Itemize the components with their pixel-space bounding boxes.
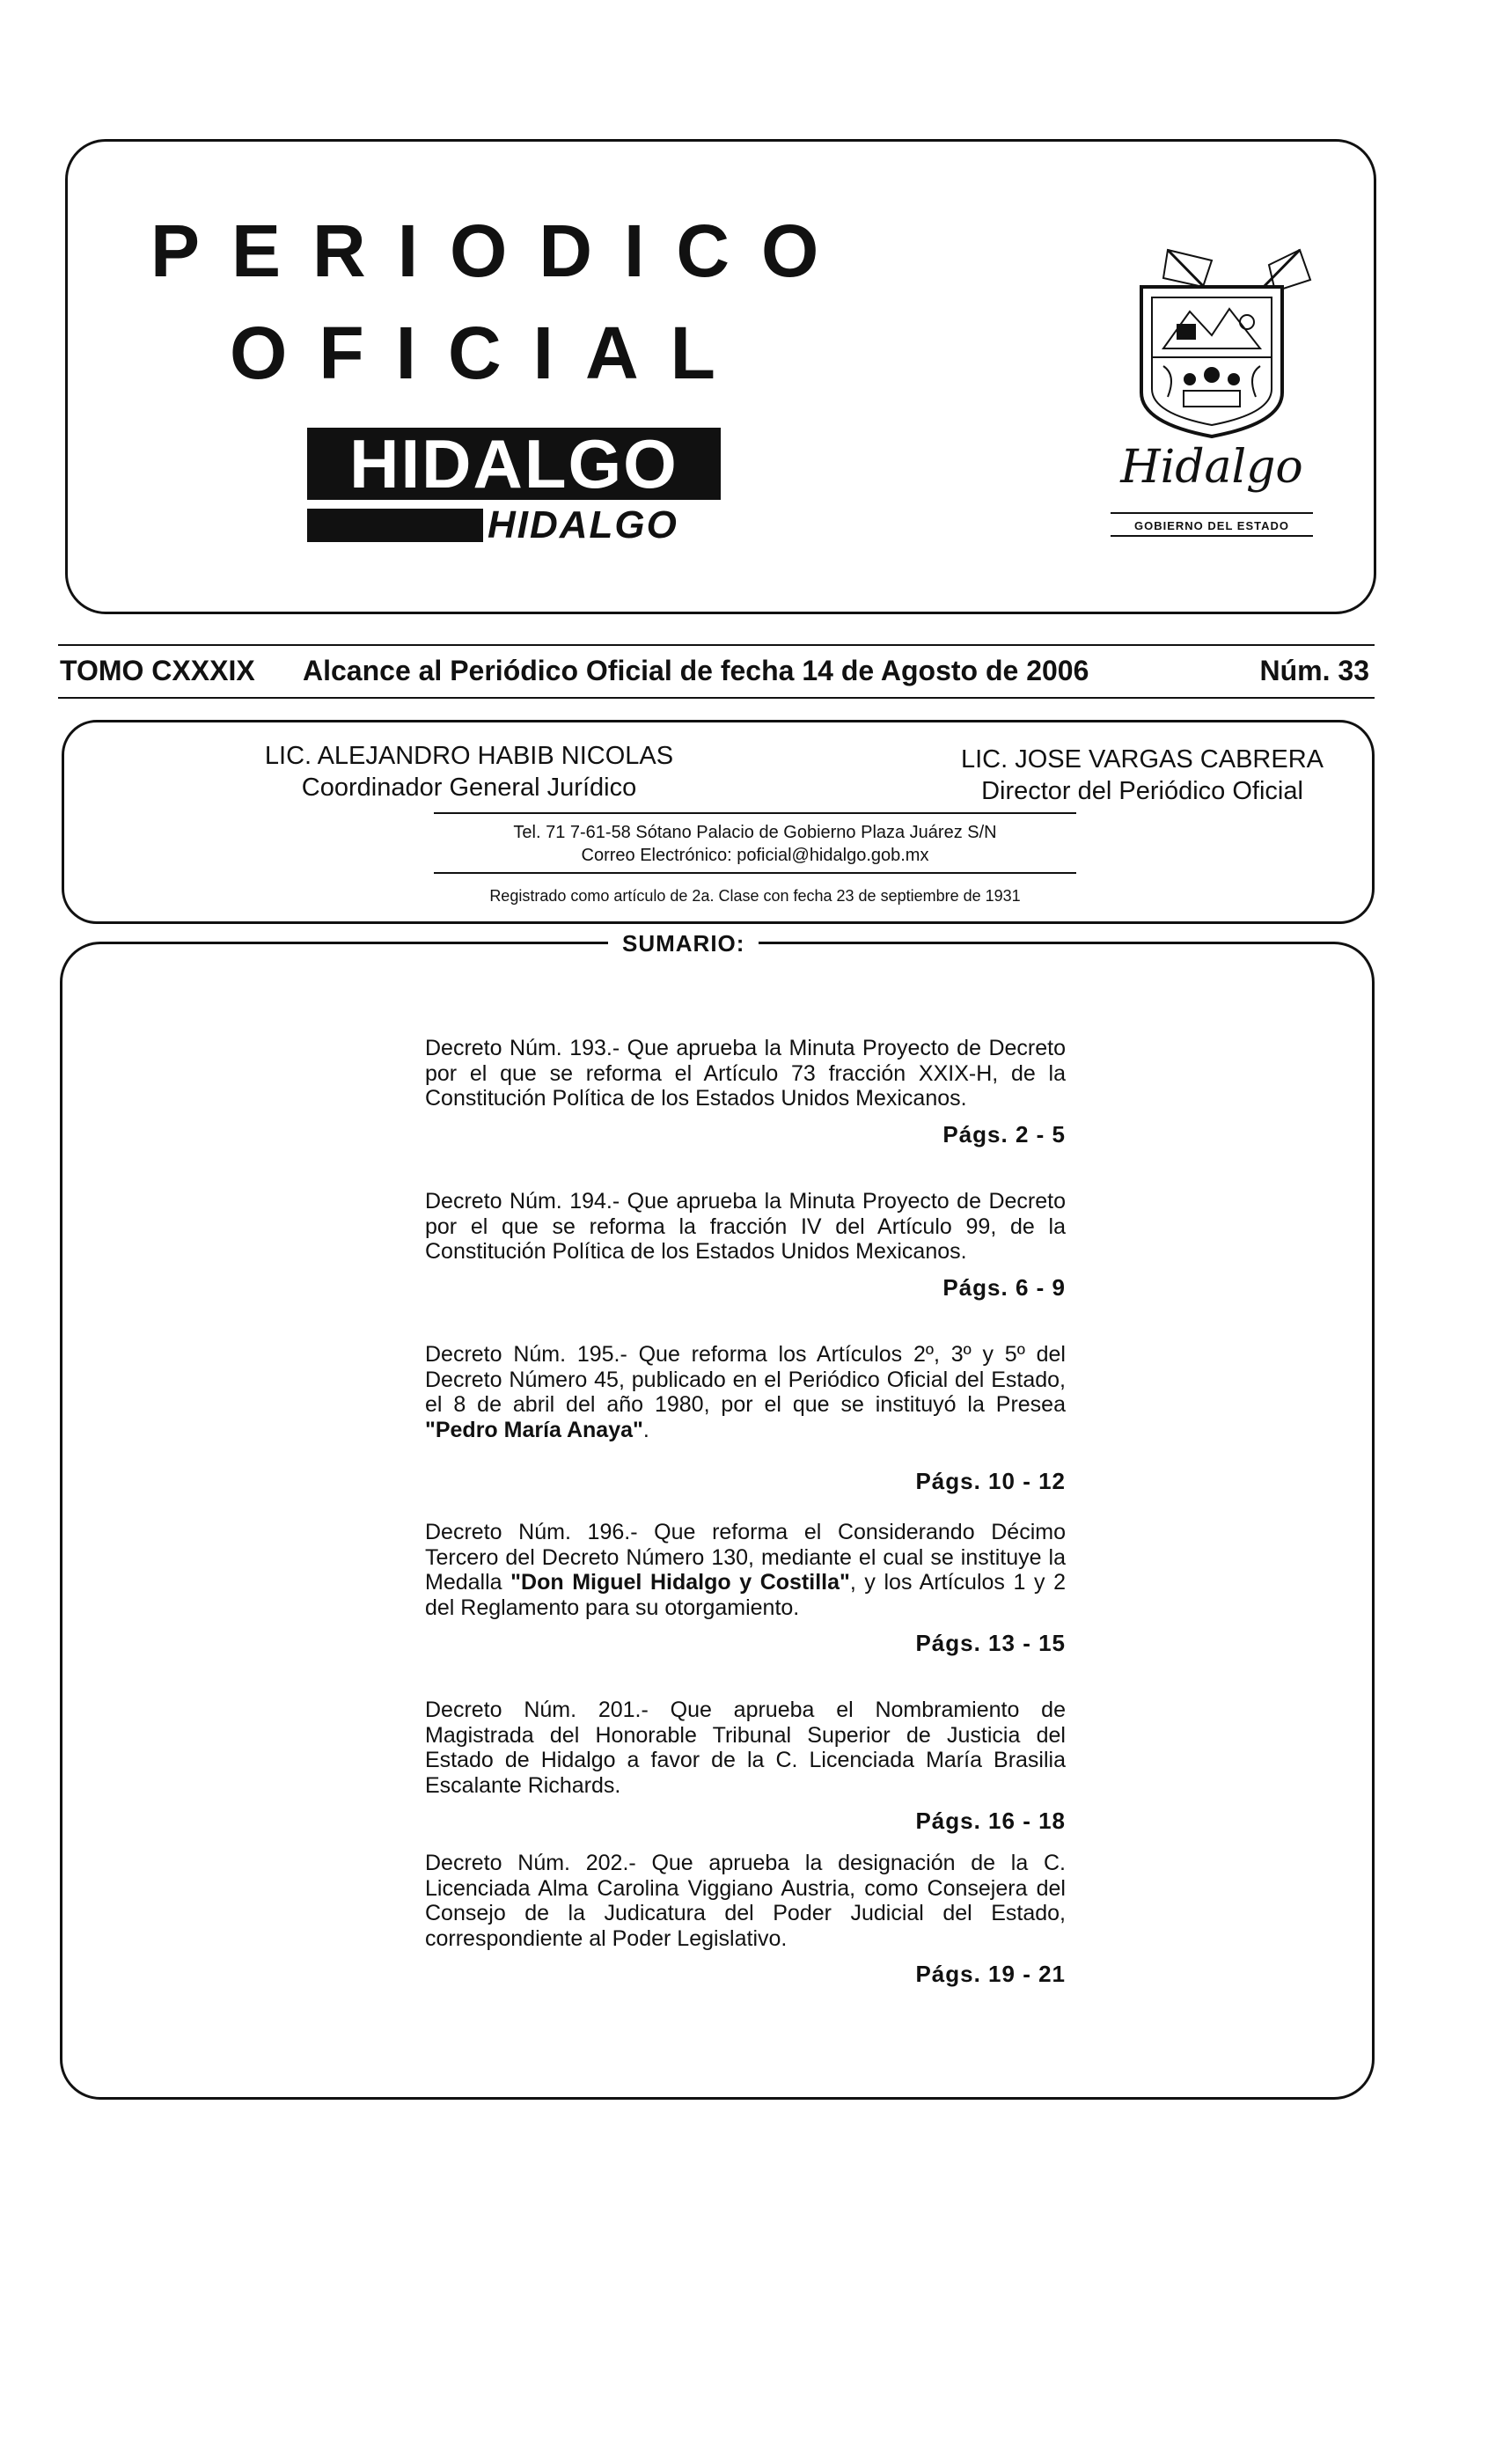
alcance-date: Alcance al Periódico Oficial de fecha 14 de Agosto de 2006 <box>303 655 1089 686</box>
entry-bold-part: "Pedro María Anaya" <box>425 1417 643 1442</box>
entry-text-part: Decreto Núm. 195.- Que reforma los Artículos 2º, 3º y 5º del Decreto Número 45, publicado en el Periódico Oficial del Estado, el 8 de abril del año 1980, por el que se instituyó la Presea <box>425 1342 1066 1417</box>
contact-phone-address: Tel. 71 7-61-58 Sótano Palacio de Gobierno Plaza Juárez S/N <box>513 823 997 842</box>
tomo-rule-bottom <box>58 697 1375 699</box>
director-name: LIC. JOSE VARGAS CABRERA <box>960 745 1324 774</box>
entry-text-part-after: . <box>642 1417 649 1442</box>
contact-email: Correo Electrónico: poficial@hidalgo.gob.mx <box>581 846 929 865</box>
staff-director <box>909 744 1375 807</box>
tomo-rule-top <box>58 644 1375 646</box>
coat-of-arms-icon <box>1080 225 1344 445</box>
contact-rule-bottom <box>434 872 1076 874</box>
hidalgo-newspaper-logo <box>307 425 721 546</box>
entry-text: Decreto Núm. 202.- Que aprueba la designación de la C. Licenciada Alma Carolina Viggiano Austria, como Consejera del Consejo de la Judicatura del Poder Judicial del Estado, correspondiente al Poder Legislativo. <box>425 1851 1066 1951</box>
tomo-number: TOMO CXXXIX <box>60 655 255 686</box>
coordinator-name: LIC. ALEJANDRO HABIB NICOLAS <box>264 742 674 770</box>
masthead-box <box>65 139 1376 614</box>
entry-pages: Págs. 2 - 5 <box>942 1120 1066 1148</box>
sumario-entry <box>425 1520 1066 1656</box>
staff-box <box>62 720 1375 924</box>
entry-pages: Págs. 19 - 21 <box>915 1961 1066 1987</box>
contact-rule-top <box>434 812 1076 814</box>
entry-text: Decreto Núm. 194.- Que aprueba la Minuta Proyecto de Decreto por el que se reforma la fracción IV del Artículo 99, de la Constitución Política de los Estados Unidos Mexicanos. <box>425 1189 1066 1264</box>
entry-text <box>425 1342 1066 1442</box>
entry-pages: Págs. 10 - 12 <box>915 1468 1066 1494</box>
masthead-title-line-1: PERIODICO <box>150 209 851 292</box>
logo-bar <box>307 509 483 542</box>
masthead-title-line-2: OFICIAL <box>230 312 747 394</box>
entry-pages: Págs. 13 - 15 <box>915 1630 1066 1656</box>
sumario-entry <box>425 1036 1066 1147</box>
issue-line <box>58 649 1375 692</box>
seal-rule-bottom <box>1111 535 1313 537</box>
entry-pages: Págs. 6 - 9 <box>942 1273 1066 1301</box>
entry-text-part: Decreto Núm. 196.- Que reforma el Considerando Décimo Tercero del Decreto Número 130, mediante el cual se instituye la Medalla <box>425 1520 1066 1595</box>
sumario-box <box>60 930 1375 2100</box>
entry-text: Decreto Núm. 193.- Que aprueba la Minuta Proyecto de Decreto por el que se reforma el Artículo 73 fracción XXIX-H, de la Constitución Política de los Estados Unidos Mexicanos. <box>425 1036 1066 1111</box>
seal-rule-top <box>1111 512 1313 514</box>
staff-coordinator <box>223 740 715 803</box>
sumario-entry <box>425 1189 1066 1300</box>
issue-number: Núm. 33 <box>1259 655 1369 686</box>
entry-bold-part: "Don Miguel Hidalgo y Costilla" <box>510 1570 850 1595</box>
logo-subtext: HIDALGO <box>488 503 678 546</box>
registration-note: Registrado como artículo de 2a. Clase con fecha 23 de septiembre de 1931 <box>489 887 1021 905</box>
sumario-entry <box>425 1698 1066 1834</box>
seal-script-text: Hidalgo <box>1120 441 1303 494</box>
state-seal <box>1080 225 1344 595</box>
entry-text <box>425 1520 1066 1620</box>
seal-caption: GOBIERNO DEL ESTADO <box>1134 519 1289 532</box>
logo-text: HIDALGO <box>307 428 721 500</box>
coordinator-role: Coordinador General Jurídico <box>301 774 637 802</box>
sumario-entry <box>425 1342 1066 1494</box>
sumario-title: SUMARIO: <box>608 928 759 958</box>
entry-text: Decreto Núm. 201.- Que aprueba el Nombramiento de Magistrada del Honorable Tribunal Superior de Justicia del Estado de Hidalgo a favor de la C. Licenciada María Brasilia Escalante Richards. <box>425 1698 1066 1798</box>
entry-text-part-after: , y los Artículos 1 y 2 del Reglamento para su otorgamiento. <box>425 1570 1066 1620</box>
director-role: Director del Periódico Oficial <box>981 777 1303 805</box>
sumario-entry <box>425 1851 1066 1987</box>
entry-pages: Págs. 16 - 18 <box>915 1808 1066 1834</box>
